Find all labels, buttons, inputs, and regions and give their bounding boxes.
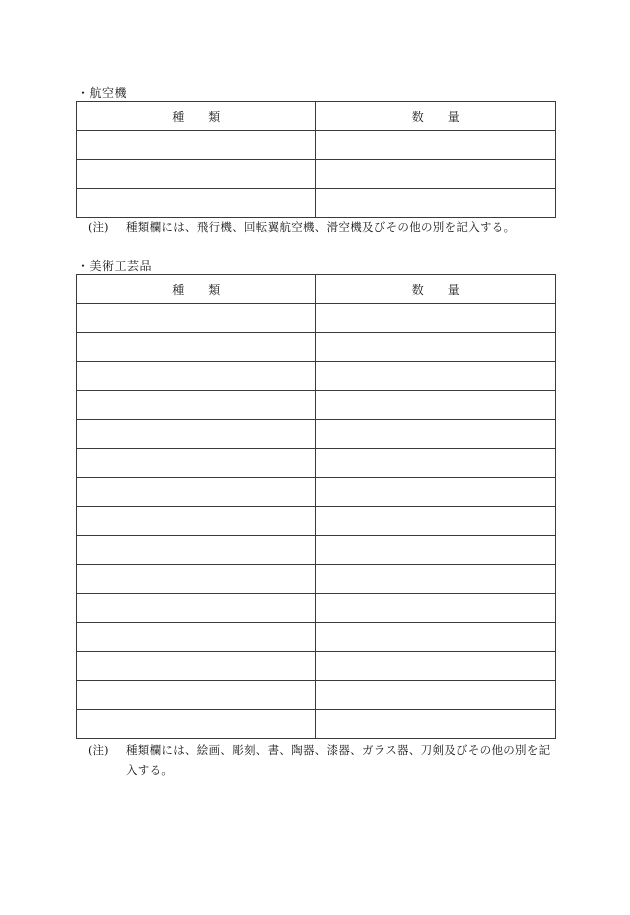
artworks-kind-cell[interactable]: [77, 362, 316, 391]
artworks-quantity-cell[interactable]: [316, 391, 556, 420]
artworks-kind-cell[interactable]: [77, 565, 316, 594]
artworks-quantity-cell[interactable]: [316, 536, 556, 565]
table-row: [77, 507, 556, 536]
artworks-quantity-cell[interactable]: [316, 681, 556, 710]
table-row: [77, 710, 556, 739]
artworks-note-label: (注): [88, 743, 109, 757]
aircraft-quantity-cell[interactable]: [316, 189, 556, 218]
artworks-kind-cell[interactable]: [77, 304, 316, 333]
artworks-quantity-cell[interactable]: [316, 623, 556, 652]
aircraft-kind-cell[interactable]: [77, 131, 316, 160]
table-row: [77, 623, 556, 652]
table-row: [77, 565, 556, 594]
artworks-note-text: 種類欄には、絵画、彫刻、書、陶器、漆器、ガラス器、刀剣及びその他の別を記入する。: [126, 743, 551, 777]
aircraft-note-label: (注): [88, 220, 109, 234]
artworks-kind-cell[interactable]: [77, 652, 316, 681]
table-row: [77, 536, 556, 565]
artworks-kind-cell[interactable]: [77, 333, 316, 362]
artworks-kind-cell[interactable]: [77, 478, 316, 507]
artworks-kind-cell[interactable]: [77, 681, 316, 710]
aircraft-kind-cell[interactable]: [77, 160, 316, 189]
table-row: [77, 189, 556, 218]
artworks-quantity-cell[interactable]: [316, 710, 556, 739]
artworks-table: [76, 274, 556, 739]
aircraft-quantity-header: 数 量: [316, 102, 556, 131]
artworks-quantity-cell[interactable]: [316, 333, 556, 362]
aircraft-quantity-cell[interactable]: [316, 160, 556, 189]
artworks-quantity-cell[interactable]: [316, 478, 556, 507]
artworks-quantity-cell[interactable]: [316, 362, 556, 391]
artworks-kind-header: 種 類: [77, 275, 316, 304]
aircraft-note-text: 種類欄には、飛行機、回転翼航空機、滑空機及びその他の別を記入する。: [126, 220, 516, 234]
table-row: [77, 420, 556, 449]
artworks-quantity-cell[interactable]: [316, 304, 556, 333]
aircraft-table-header-row: [77, 102, 556, 131]
table-row: [77, 131, 556, 160]
artworks-kind-cell[interactable]: [77, 594, 316, 623]
table-row: [77, 333, 556, 362]
artworks-quantity-cell[interactable]: [316, 420, 556, 449]
artworks-kind-cell[interactable]: [77, 710, 316, 739]
artworks-quantity-cell[interactable]: [316, 652, 556, 681]
table-row: [77, 594, 556, 623]
artworks-quantity-cell[interactable]: [316, 507, 556, 536]
artworks-kind-cell[interactable]: [77, 449, 316, 478]
artworks-quantity-cell[interactable]: [316, 565, 556, 594]
artworks-kind-cell[interactable]: [77, 391, 316, 420]
artworks-kind-cell[interactable]: [77, 536, 316, 565]
table-row: [77, 160, 556, 189]
table-row: [77, 478, 556, 507]
table-row: [77, 391, 556, 420]
aircraft-section-title: ・航空機: [77, 86, 128, 100]
table-row: [77, 681, 556, 710]
artworks-kind-cell[interactable]: [77, 507, 316, 536]
artworks-section-title: ・美術工芸品: [77, 259, 153, 273]
table-row: [77, 304, 556, 333]
table-row: [77, 652, 556, 681]
table-row: [77, 362, 556, 391]
artworks-table-header-row: [77, 275, 556, 304]
table-row: [77, 449, 556, 478]
aircraft-kind-header: 種 類: [77, 102, 316, 131]
artworks-quantity-header: 数 量: [316, 275, 556, 304]
artworks-quantity-cell[interactable]: [316, 449, 556, 478]
artworks-quantity-cell[interactable]: [316, 594, 556, 623]
aircraft-table: [76, 101, 556, 218]
artworks-kind-cell[interactable]: [77, 623, 316, 652]
aircraft-kind-cell[interactable]: [77, 189, 316, 218]
aircraft-quantity-cell[interactable]: [316, 131, 556, 160]
artworks-kind-cell[interactable]: [77, 420, 316, 449]
